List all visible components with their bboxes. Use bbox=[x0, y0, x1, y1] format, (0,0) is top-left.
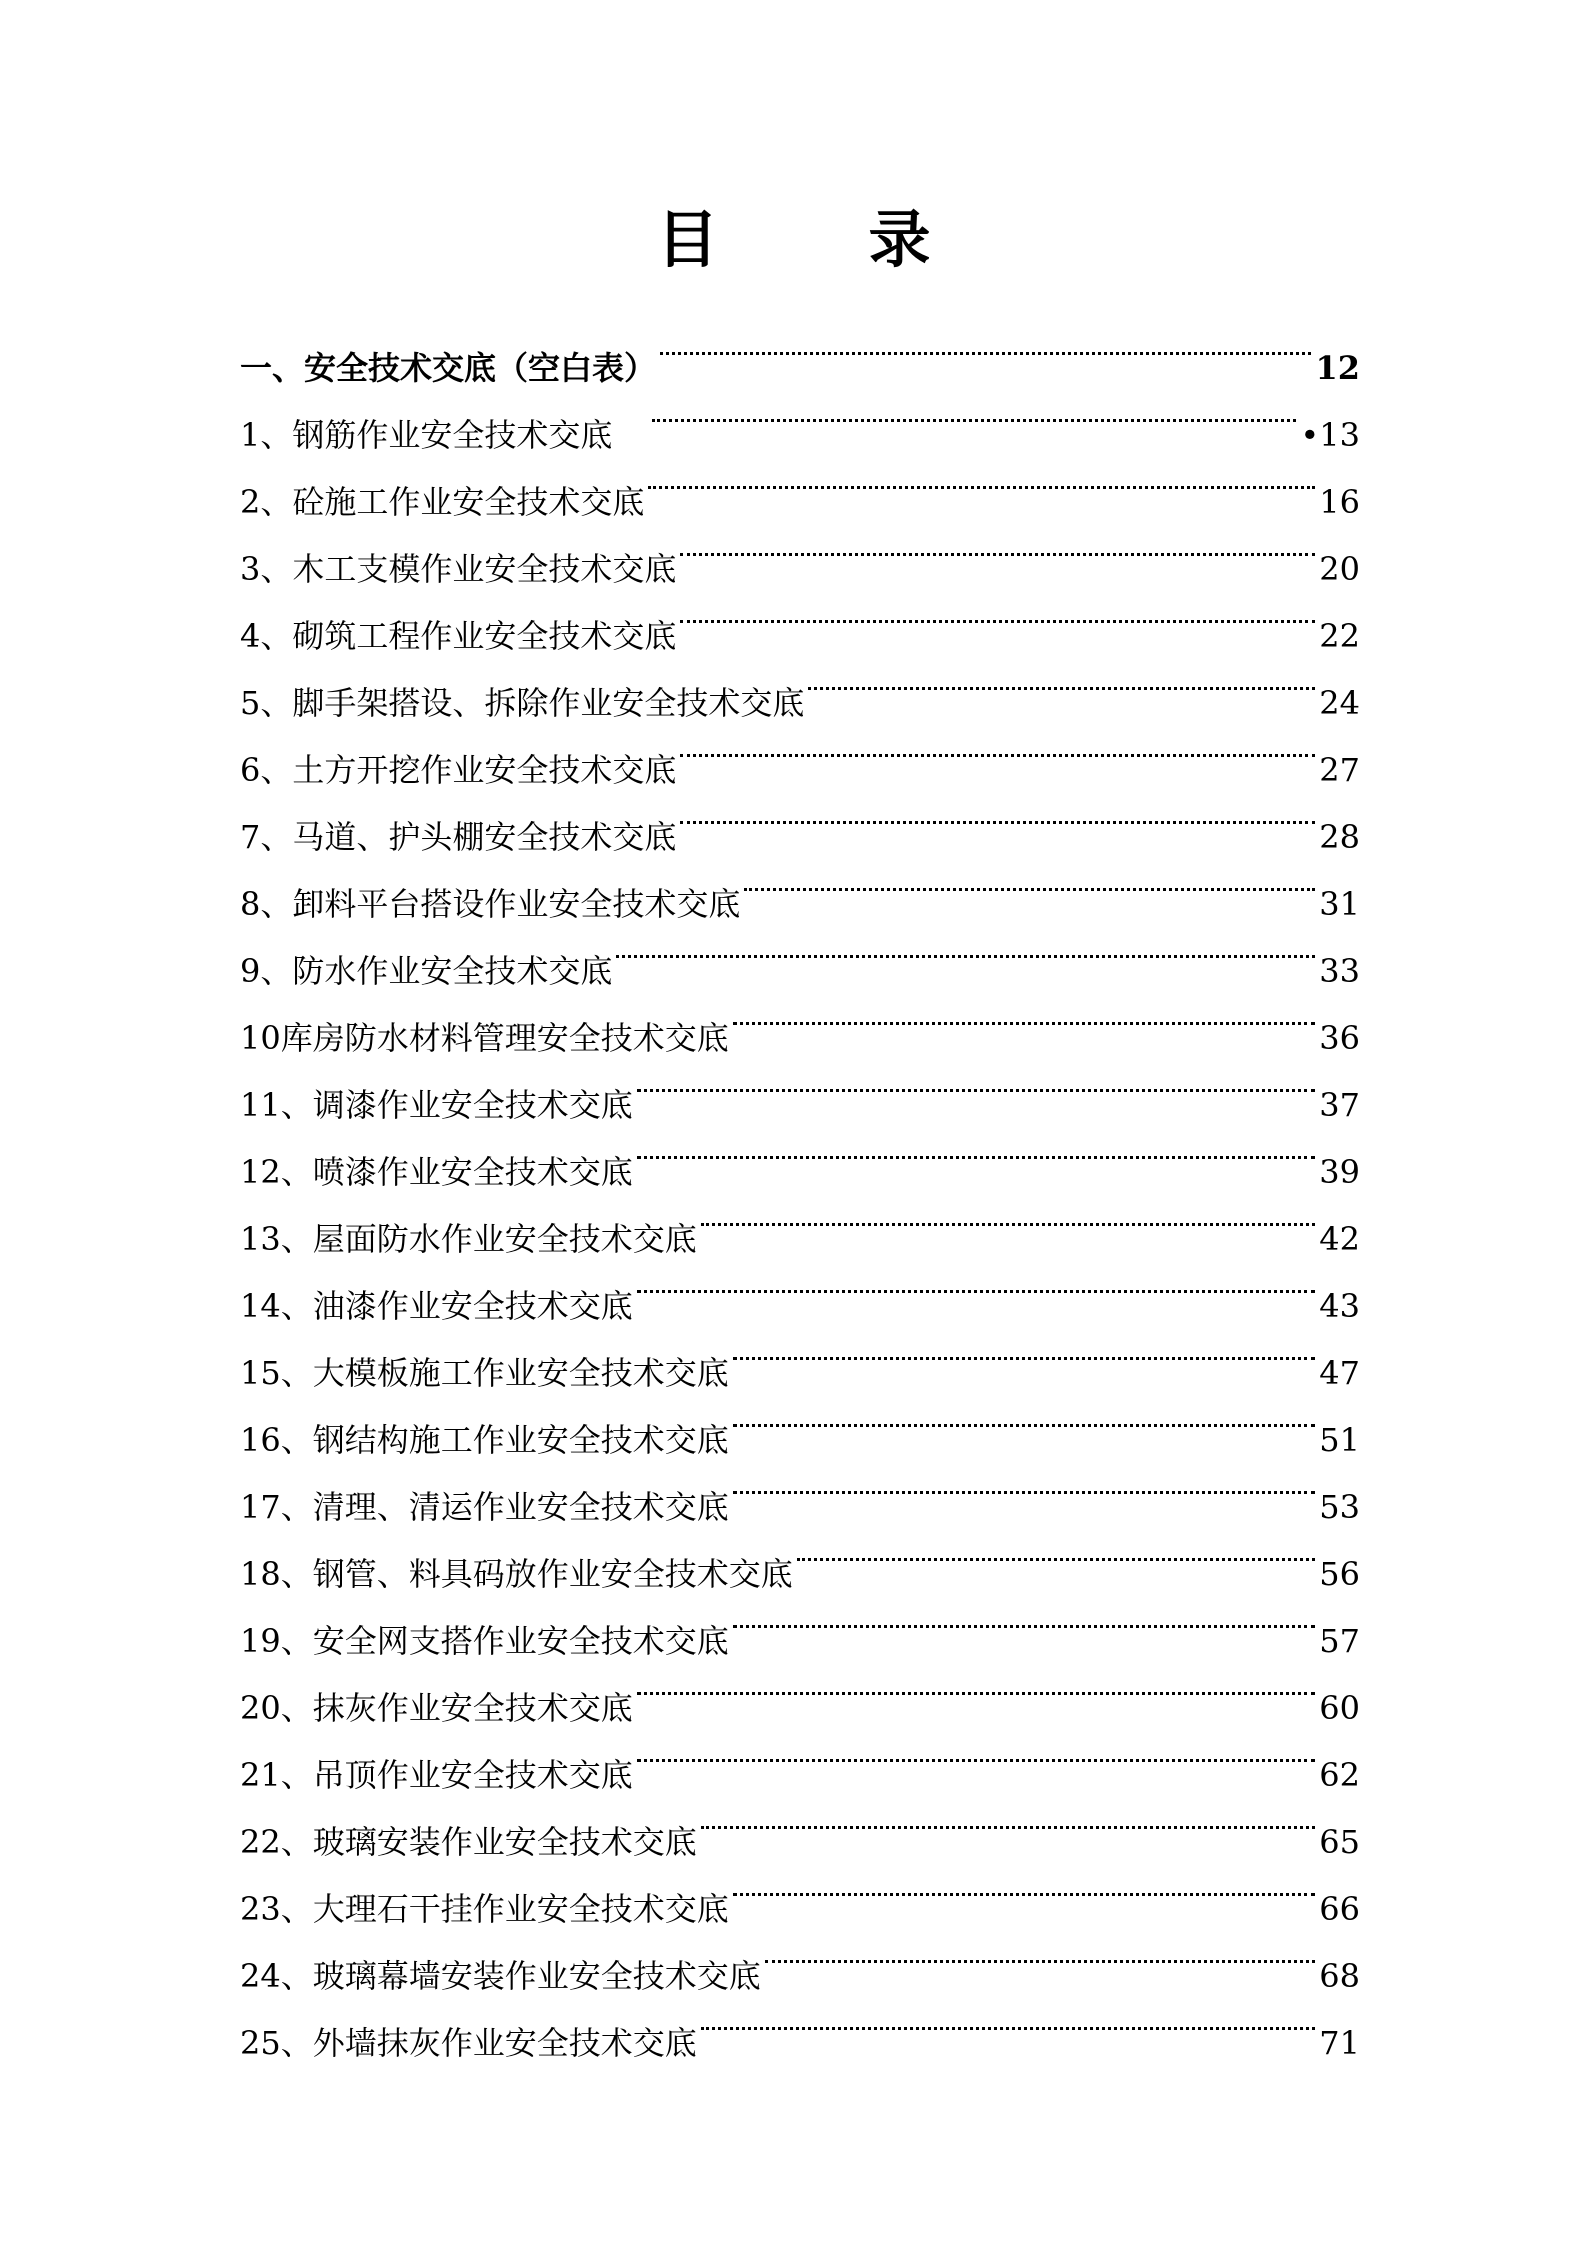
toc-entry-label: 25、外墙抹灰作业安全技术交底 bbox=[240, 2024, 697, 2062]
title-char-1: 目 bbox=[656, 203, 719, 276]
toc-entry-label: 3、木工支模作业安全技术交底 bbox=[240, 550, 677, 588]
toc-entry-label: 1、钢筋作业安全技术交底 bbox=[240, 416, 613, 454]
toc-entry-label: 4、砌筑工程作业安全技术交底 bbox=[240, 617, 677, 655]
toc-entry-label: 12、喷漆作业安全技术交底 bbox=[240, 1153, 633, 1191]
page-title bbox=[0, 200, 1587, 280]
toc-entry-page: 66 bbox=[1319, 1890, 1360, 1928]
toc-leader-dots bbox=[637, 1719, 1316, 1786]
title-char-2: 录 bbox=[868, 203, 931, 276]
toc-entry[interactable] bbox=[240, 312, 1360, 387]
toc-leader-dots bbox=[701, 1183, 1316, 1250]
toc-entry-page: 36 bbox=[1319, 1019, 1360, 1057]
toc-leader-dots bbox=[765, 1920, 1316, 1987]
toc-entry-page: 65 bbox=[1319, 1823, 1360, 1861]
toc-entry-label: 8、卸料平台搭设作业安全技术交底 bbox=[240, 885, 741, 923]
toc-leader-dots bbox=[733, 1384, 1316, 1451]
toc-entry-label: 一、安全技术交底（空白表） bbox=[240, 349, 657, 387]
toc-entry-label: 11、调漆作业安全技术交底 bbox=[240, 1086, 633, 1124]
toc-leader-dots bbox=[744, 848, 1315, 915]
toc-entry-page: 42 bbox=[1319, 1220, 1360, 1258]
toc-leader-dots bbox=[808, 647, 1315, 714]
toc-entry-page: 43 bbox=[1319, 1287, 1360, 1325]
toc-entry-page: 37 bbox=[1319, 1086, 1360, 1124]
toc-leader-dots bbox=[616, 915, 1315, 982]
toc-entry-page: 22 bbox=[1319, 617, 1360, 655]
toc-leader-dots bbox=[733, 1585, 1316, 1652]
toc-leader-dots bbox=[680, 513, 1315, 580]
toc-entry-page: 16 bbox=[1319, 483, 1360, 521]
toc-leader-dots bbox=[701, 1786, 1316, 1853]
toc-leader-dots bbox=[680, 580, 1315, 647]
toc-entry-page: 20 bbox=[1319, 550, 1360, 588]
toc-entry-label: 15、大模板施工作业安全技术交底 bbox=[240, 1354, 729, 1392]
toc-entry-label: 22、玻璃安装作业安全技术交底 bbox=[240, 1823, 697, 1861]
toc-leader-dots bbox=[648, 446, 1315, 513]
toc-entry-page: 27 bbox=[1319, 751, 1360, 789]
toc-entry-page: 51 bbox=[1319, 1421, 1360, 1459]
toc-leader-dots bbox=[680, 714, 1315, 781]
toc-leader-dots bbox=[637, 1116, 1316, 1183]
toc-entry-label: 23、大理石干挂作业安全技术交底 bbox=[240, 1890, 729, 1928]
toc-entry-label: 2、砼施工作业安全技术交底 bbox=[240, 483, 645, 521]
toc-entry-label: 18、钢管、料具码放作业安全技术交底 bbox=[240, 1555, 793, 1593]
toc-leader-dots bbox=[733, 1451, 1316, 1518]
toc-leader-dots bbox=[680, 781, 1315, 848]
toc-entry-label: 6、土方开挖作业安全技术交底 bbox=[240, 751, 677, 789]
toc-entry-label: 10库房防水材料管理安全技术交底 bbox=[240, 1019, 729, 1057]
toc-entry-label: 9、防水作业安全技术交底 bbox=[240, 952, 613, 990]
toc-entry-label: 13、屋面防水作业安全技术交底 bbox=[240, 1220, 697, 1258]
toc-entry-label: 17、清理、清运作业安全技术交底 bbox=[240, 1488, 729, 1526]
toc-entry-page: 60 bbox=[1319, 1689, 1360, 1727]
toc-entry-label: 5、脚手架搭设、拆除作业安全技术交底 bbox=[240, 684, 805, 722]
toc-entry-page: 39 bbox=[1319, 1153, 1360, 1191]
toc-entry-page: 12 bbox=[1315, 349, 1360, 387]
toc-entry-page: 47 bbox=[1319, 1354, 1360, 1392]
toc-leader-dots bbox=[652, 379, 1296, 446]
toc-leader-dots bbox=[637, 1652, 1316, 1719]
toc-leader-dots bbox=[660, 312, 1311, 379]
toc-entry-page: •13 bbox=[1300, 416, 1360, 454]
toc-entry-page: 71 bbox=[1319, 2024, 1360, 2062]
toc-entry-page: 56 bbox=[1319, 1555, 1360, 1593]
toc-leader-dots bbox=[733, 982, 1316, 1049]
toc-entry-label: 7、马道、护头棚安全技术交底 bbox=[240, 818, 677, 856]
toc-entry-page: 31 bbox=[1319, 885, 1360, 923]
toc-entry-label: 16、钢结构施工作业安全技术交底 bbox=[240, 1421, 729, 1459]
toc-entry-page: 53 bbox=[1319, 1488, 1360, 1526]
toc-entry-page: 28 bbox=[1319, 818, 1360, 856]
toc-entry-label: 21、吊顶作业安全技术交底 bbox=[240, 1756, 633, 1794]
toc-leader-dots bbox=[637, 1250, 1316, 1317]
toc-entry-page: 68 bbox=[1319, 1957, 1360, 1995]
toc-leader-dots bbox=[637, 1049, 1316, 1116]
table-of-contents bbox=[240, 312, 1360, 2062]
toc-entry-label: 19、安全网支搭作业安全技术交底 bbox=[240, 1622, 729, 1660]
toc-leader-dots bbox=[797, 1518, 1316, 1585]
toc-entry-page: 24 bbox=[1319, 684, 1360, 722]
toc-entry-page: 62 bbox=[1319, 1756, 1360, 1794]
toc-leader-dots bbox=[733, 1853, 1316, 1920]
toc-entry-page: 33 bbox=[1319, 952, 1360, 990]
toc-entry-label: 14、油漆作业安全技术交底 bbox=[240, 1287, 633, 1325]
toc-entry-label: 24、玻璃幕墙安装作业安全技术交底 bbox=[240, 1957, 761, 1995]
toc-entry-label: 20、抹灰作业安全技术交底 bbox=[240, 1689, 633, 1727]
toc-leader-dots bbox=[701, 1987, 1316, 2054]
toc-leader-dots bbox=[733, 1317, 1316, 1384]
toc-entry-page: 57 bbox=[1319, 1622, 1360, 1660]
